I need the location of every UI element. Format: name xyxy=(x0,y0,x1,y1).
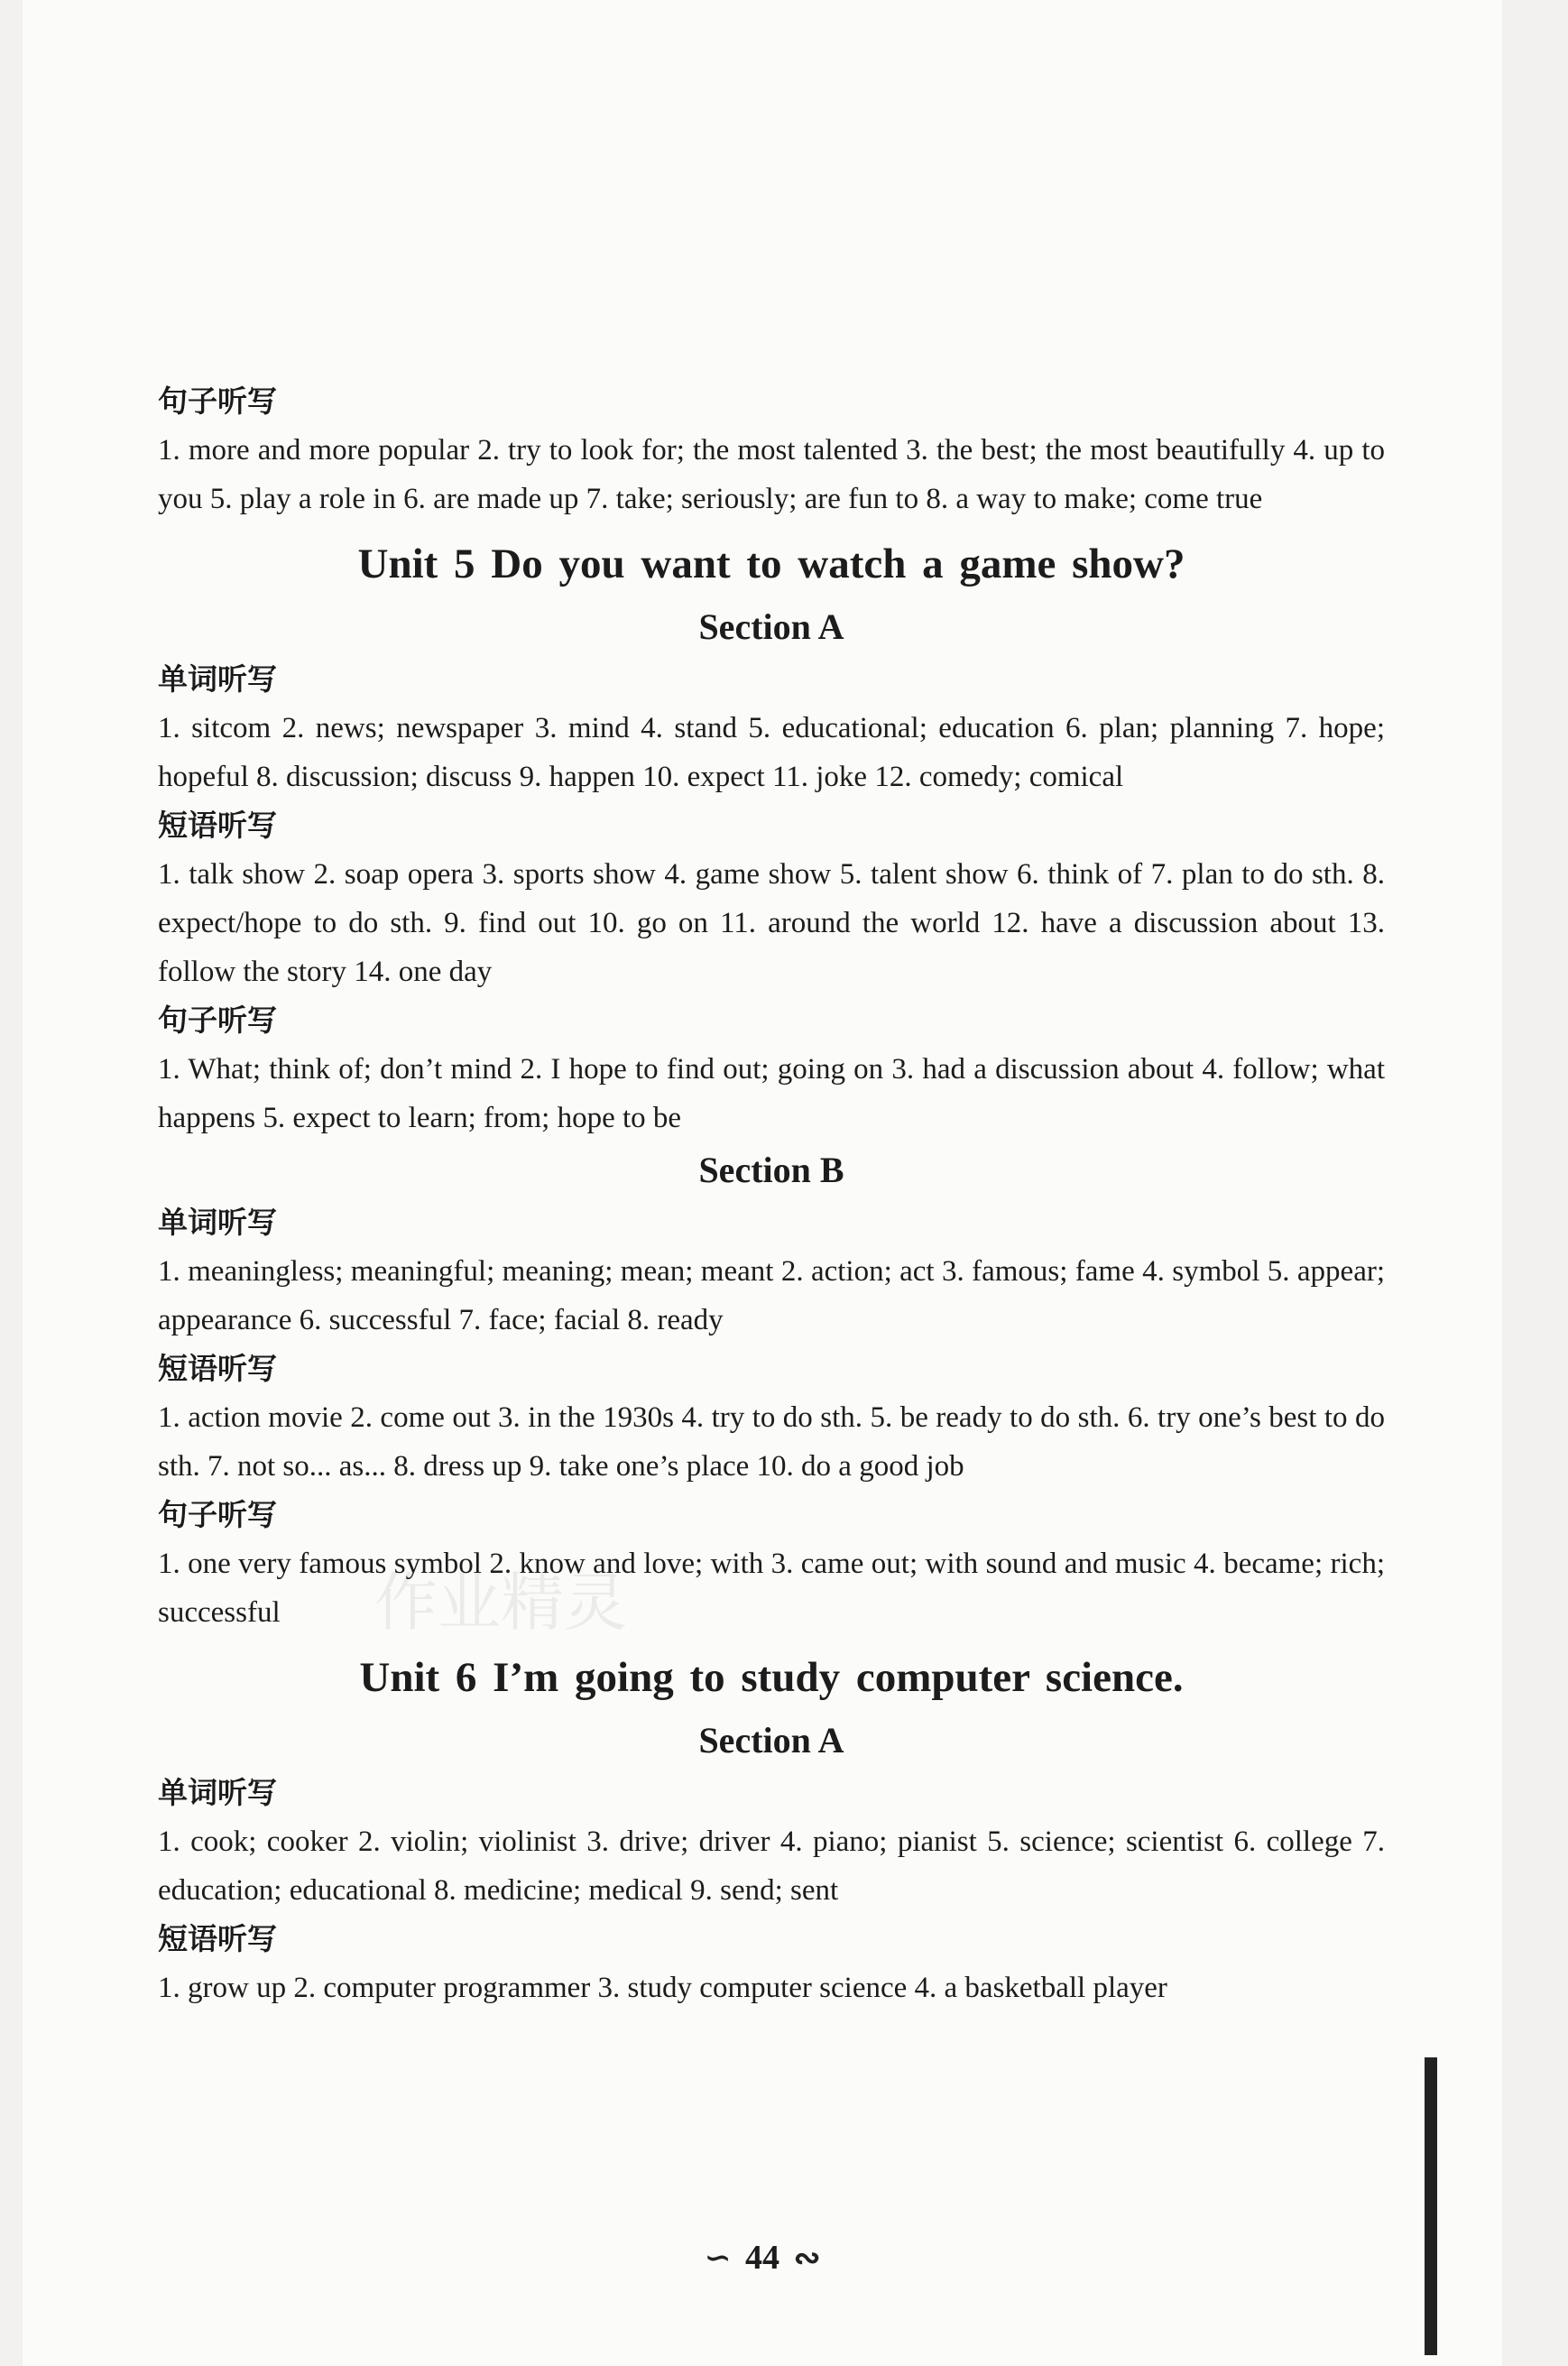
block-text: 1. cook; cooker 2. violin; violinist 3. drive; driver 4. piano; pianist 5. science; scientist 6. college 7. education; educational 8. medicine; medical 9. send; sent xyxy=(158,1825,1385,1907)
block-label: 句子听写 xyxy=(158,384,277,419)
block-text: 1. grow up 2. computer programmer 3. study computer science 4. a basketball player xyxy=(158,1972,1167,2004)
block-label: 句子听写 xyxy=(158,1003,277,1038)
section-title: Section A xyxy=(698,1720,844,1761)
block-text: 1. more and more popular 2. try to look for; the most talented 3. the best; the most beautifully 4. up to you 5. play a role in 6. are made up 7. take; seriously; are fun to 8. a way to make; come true xyxy=(158,434,1385,515)
block-text: 1. one very famous symbol 2. know and love; with 3. came out; with sound and music 4. became; rich; successful xyxy=(158,1548,1385,1629)
block-text: 1. action movie 2. come out 3. in the 1930s 4. try to do sth. 5. be ready to do sth. 6. try one’s best to do sth. 7. not so... as... 8. dress up 9. take one’s place 10. do a good job xyxy=(158,1401,1385,1483)
block-label: 短语听写 xyxy=(158,1351,277,1386)
section-title: Section B xyxy=(698,1150,844,1190)
block-label: 短语听写 xyxy=(158,808,277,843)
page-number xyxy=(23,2238,1502,2278)
page-number-value: 44 xyxy=(745,2239,779,2277)
ornament-left-icon: ∽ xyxy=(704,2240,732,2276)
watermark: 作业精灵 xyxy=(374,1566,627,1640)
unit-title: Unit 5 Do you want to watch a game show? xyxy=(357,541,1185,587)
block-label: 单词听写 xyxy=(158,1205,277,1240)
block-text: 1. sitcom 2. news; newspaper 3. mind 4. stand 5. educational; education 6. plan; planning 7. hope; hopeful 8. discussion; discuss 9. happen 10. expect 11. joke 12. comedy; comical xyxy=(158,712,1385,793)
section-title: Section A xyxy=(698,606,844,647)
block-label: 短语听写 xyxy=(158,1921,277,1956)
block-text: 1. talk show 2. soap opera 3. sports show 4. game show 5. talent show 6. think of 7. plan to do sth. 8. expect/hope to do sth. 9. find out 10. go on 11. around the world 12. have a discussion about 13. follow the story 14. one day xyxy=(158,858,1385,988)
answer-content xyxy=(158,377,1385,2012)
block-text: 1. meaningless; meaningful; meaning; mean; meant 2. action; act 3. famous; fame 4. symbol 5. appear; appearance 6. successful 7. face; facial 8. ready xyxy=(158,1255,1385,1336)
unit-title: Unit 6 I’m going to study computer science. xyxy=(359,1654,1184,1701)
block-label: 单词听写 xyxy=(158,1775,277,1810)
block-label: 单词听写 xyxy=(158,661,277,697)
ornament-right-icon: ∾ xyxy=(793,2240,821,2276)
scan-edge-mark xyxy=(1425,2057,1437,2355)
block-text: 1. What; think of; don’t mind 2. I hope to find out; going on 3. had a discussion about 4. follow; what happens 5. expect to learn; from; hope to be xyxy=(158,1053,1385,1134)
document-page xyxy=(23,0,1502,2366)
block-label: 句子听写 xyxy=(158,1497,277,1532)
